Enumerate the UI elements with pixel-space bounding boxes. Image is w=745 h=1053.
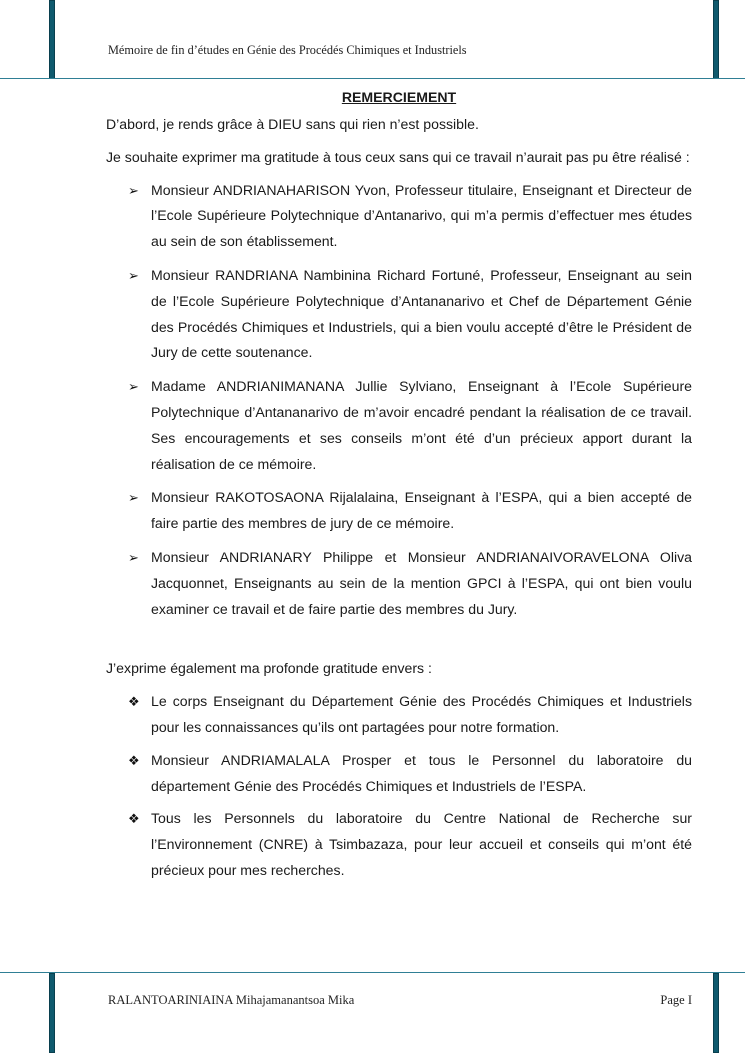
diamond-bullet-icon: ❖ bbox=[128, 694, 140, 710]
page-number: Page I bbox=[660, 993, 692, 1007]
list-item-text: Tous les Personnels du laboratoire du Centre National de Recherche sur l’Environnement (CNRE) à Tsimbazaza, pour leur accueil et conseils qui m’ont été précieux pour mes recherches. bbox=[151, 810, 692, 878]
page-title: REMERCIEMENT bbox=[341, 89, 457, 105]
acknowledgement-list-staff bbox=[106, 689, 692, 884]
footer-author: RALANTOARINIAINA Mihajamanantsoa Mika bbox=[108, 993, 355, 1007]
header-right-bar bbox=[713, 0, 719, 79]
intro-paragraph-2: Je souhaite exprimer ma gratitude à tous ceux sans qui ce travail n’aurait pas pu être réalisé : bbox=[106, 148, 690, 165]
arrow-bullet-icon: ➢ bbox=[128, 267, 139, 283]
diamond-bullet-icon: ❖ bbox=[128, 811, 140, 827]
header-rule bbox=[0, 78, 745, 79]
list-item-text: Monsieur RANDRIANA Nambinina Richard Fortuné, Professeur, Enseignant au sein de l’Ecole Supérieure Polytechnique d’Antananarivo et Chef de Département Génie des Procédés Chimiques et Industriels, qui a bien voulu accepté d’être le Président de Jury de cette soutenance. bbox=[151, 266, 692, 361]
footer-right-bar bbox=[713, 973, 719, 1053]
list-item-text: Monsieur RAKOTOSAONA Rijalalaina, Enseignant à l’ESPA, qui a bien accepté de faire partie des membres de jury de ce mémoire. bbox=[151, 489, 692, 532]
acknowledgement-list-jury bbox=[106, 178, 692, 623]
header-left-bar bbox=[49, 0, 55, 79]
list-item bbox=[106, 485, 692, 537]
arrow-bullet-icon: ➢ bbox=[128, 549, 139, 565]
list-item bbox=[106, 263, 692, 366]
page-body bbox=[106, 87, 692, 891]
footer-left-bar bbox=[49, 973, 55, 1053]
arrow-bullet-icon: ➢ bbox=[128, 379, 139, 395]
arrow-bullet-icon: ➢ bbox=[128, 182, 139, 198]
list-item-text: Monsieur ANDRIANARY Philippe et Monsieur ANDRIANAIVORAVELONA Oliva Jacquonnet, Enseignants au sein de la mention GPCI à l’ESPA, qui ont bien voulu examiner ce travail et de faire partie des membres du Jury. bbox=[151, 548, 692, 617]
intro-paragraph-3: J’exprime également ma profonde gratitude envers : bbox=[106, 660, 432, 677]
diamond-bullet-icon: ❖ bbox=[128, 752, 140, 768]
running-header: Mémoire de fin d’études en Génie des Procédés Chimiques et Industriels bbox=[108, 43, 467, 57]
list-item-text: Monsieur ANDRIAMALALA Prosper et tous le Personnel du laboratoire du département Génie des Procédés Chimiques et Industriels de l’ESPA. bbox=[151, 751, 692, 794]
footer-rule bbox=[0, 972, 745, 973]
list-item bbox=[106, 689, 692, 741]
list-item bbox=[106, 374, 692, 477]
list-item bbox=[106, 748, 692, 800]
intro-paragraph-1: D’abord, je rends grâce à DIEU sans qui rien n’est possible. bbox=[106, 116, 479, 132]
list-item-text: Le corps Enseignant du Département Génie des Procédés Chimiques et Industriels pour les connaissances qu’ils ont partagées pour notre formation. bbox=[151, 693, 692, 735]
list-item bbox=[106, 806, 692, 883]
list-item bbox=[106, 178, 692, 255]
list-item-text: Monsieur ANDRIANAHARISON Yvon, Professeur titulaire, Enseignant et Directeur de l’Ecole Supérieure Polytechnique d’Antanarivo, qui m’a permis d’effectuer mes études au sein de son établissement. bbox=[151, 181, 692, 250]
list-item bbox=[106, 545, 692, 622]
arrow-bullet-icon: ➢ bbox=[128, 490, 139, 506]
list-item-text: Madame ANDRIANIMANANA Jullie Sylviano, Enseignant à l’Ecole Supérieure Polytechnique d’Antananarivo de m’avoir encadré pendant la réalisation de ce travail. Ses encouragements et ses conseils m’ont été d’un précieux apport durant la réalisation de ce mémoire. bbox=[151, 378, 692, 472]
